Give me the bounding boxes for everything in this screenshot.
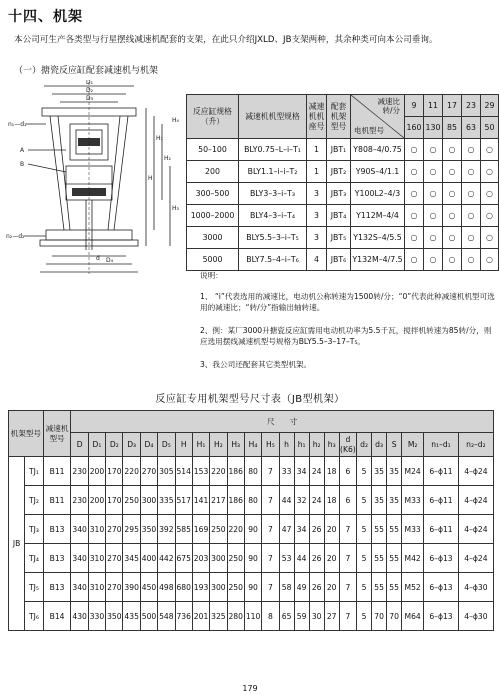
dim-cell: 4–ϕ24 — [458, 515, 493, 544]
dim-cell: 20 — [324, 544, 339, 573]
dim-cell: 169 — [192, 515, 209, 544]
label-d: d — [96, 255, 100, 262]
dim-cell: 680 — [175, 573, 192, 602]
dim-cell: 250 — [210, 515, 227, 544]
dim-cell: 300 — [140, 486, 157, 515]
dim-cell: 7 — [339, 515, 356, 544]
dim-cell: 270 — [106, 573, 123, 602]
dim-cell: 230 — [71, 486, 88, 515]
dim-cell: 310 — [88, 515, 105, 544]
dim-cell: 220 — [210, 457, 227, 486]
dim-cell: 203 — [192, 544, 209, 573]
dim-cell: 5 — [357, 515, 372, 544]
dim-header: n₂–d₂ — [458, 433, 493, 457]
dim-cell: 55 — [372, 544, 387, 573]
dim-cell: 450 — [140, 573, 157, 602]
dim-cell: 310 — [88, 544, 105, 573]
dim-header: D₃ — [123, 433, 140, 457]
spec-frame-code: 3 — [307, 227, 327, 249]
dim-cell: 35 — [372, 457, 387, 486]
spec-capacity: 200 — [187, 161, 239, 183]
dim-cell: 30 — [309, 602, 324, 631]
dim-cell: 153 — [192, 457, 209, 486]
dim-cell: 44 — [279, 486, 294, 515]
dim-cell: 350 — [106, 602, 123, 631]
dim-header: D₄ — [140, 433, 157, 457]
dim-cell: 24 — [309, 457, 324, 486]
dim-cell: M33 — [402, 486, 424, 515]
ratio-mark: ○ — [443, 183, 462, 205]
dim-cell: 186 — [227, 457, 244, 486]
ratio-3: 23 — [462, 95, 481, 117]
spec-row — [187, 249, 499, 271]
dim-cell: 90 — [244, 573, 261, 602]
ratio-mark: ○ — [424, 205, 443, 227]
dim-cell: 345 — [123, 544, 140, 573]
dim-cell: 250 — [227, 544, 244, 573]
spec-bracket: JBT₂ — [327, 161, 351, 183]
dim-cell: 442 — [158, 544, 175, 573]
spec-capacity: 3000 — [187, 227, 239, 249]
speed-2: 85 — [443, 117, 462, 139]
dim-cell: 5 — [357, 457, 372, 486]
ratio-mark: ○ — [424, 227, 443, 249]
table-row — [9, 602, 494, 631]
table-row — [9, 573, 494, 602]
ratio-mark: ○ — [443, 227, 462, 249]
notes-label: 说明： — [200, 271, 223, 280]
spec-bracket: JBT₃ — [327, 183, 351, 205]
dim-cell: 7 — [339, 544, 356, 573]
dim-cell: 340 — [71, 544, 88, 573]
dim-cell: 4–ϕ24 — [458, 457, 493, 486]
reducer-model: B14 — [43, 602, 71, 631]
dim-cell: 4–ϕ24 — [458, 486, 493, 515]
table-row — [9, 515, 494, 544]
dim-cell: 5 — [357, 544, 372, 573]
spec-frame-code: 3 — [307, 205, 327, 227]
dim-cell: 90 — [244, 544, 261, 573]
ratio-mark: ○ — [405, 249, 424, 271]
dim-cell: 53 — [279, 544, 294, 573]
spec-motor: Y100L2–4/3 — [351, 183, 405, 205]
label-d4: D₄ — [106, 257, 114, 264]
spec-capacity: 300–500 — [187, 183, 239, 205]
dim-cell: 27 — [324, 602, 339, 631]
dim-cell: 170 — [106, 486, 123, 515]
dim-header: M₂ — [402, 433, 424, 457]
dim-header: H₂ — [210, 433, 227, 457]
ratio-mark: ○ — [424, 249, 443, 271]
ratio-mark: ○ — [462, 139, 481, 161]
dim-cell: 335 — [158, 486, 175, 515]
dim-cell: 186 — [227, 486, 244, 515]
dim-header: S — [387, 433, 402, 457]
label-d2: D₂ — [86, 87, 94, 94]
dim-cell: 58 — [279, 573, 294, 602]
dim-cell: 7 — [262, 457, 279, 486]
spec-reducer: BLY3–3–i–T₃ — [239, 183, 307, 205]
dim-cell: 585 — [175, 515, 192, 544]
ratio-1: 11 — [424, 95, 443, 117]
table-row — [9, 457, 494, 486]
ratio-mark: ○ — [443, 205, 462, 227]
spec-reducer: BLY1.1–i–i–T₂ — [239, 161, 307, 183]
dim-cell: 47 — [279, 515, 294, 544]
speed-3: 63 — [462, 117, 481, 139]
dim-cell: 90 — [244, 515, 261, 544]
ratio-mark: ○ — [481, 139, 499, 161]
header-capacity: 反应缸规格（升） — [187, 95, 239, 139]
ratio-mark: ○ — [443, 139, 462, 161]
dim-cell: 430 — [71, 602, 88, 631]
dim-cell: 548 — [158, 602, 175, 631]
page-number: 179 — [242, 684, 258, 693]
ratio-mark: ○ — [405, 183, 424, 205]
spec-row — [187, 139, 499, 161]
dim-cell: 250 — [123, 486, 140, 515]
ratio-mark: ○ — [405, 139, 424, 161]
label-h1: H₁ — [156, 135, 163, 142]
dim-cell: 270 — [140, 457, 157, 486]
sub-section-title: （一）搪瓷反应缸配套减速机与机架 — [14, 66, 159, 76]
dim-cell: 5 — [357, 602, 372, 631]
frame-model: TJ₆ — [25, 602, 44, 631]
ratio-mark: ○ — [405, 205, 424, 227]
header-motor: 电机型号 — [354, 126, 384, 135]
dim-cell: 193 — [192, 573, 209, 602]
spec-motor: Y90S–4/1.1 — [351, 161, 405, 183]
dim-cell: 7 — [339, 602, 356, 631]
ratio-mark: ○ — [462, 227, 481, 249]
header-ratio: 减速比 — [377, 97, 400, 106]
dim-cell: 498 — [158, 573, 175, 602]
dim-cell: 435 — [123, 602, 140, 631]
dim-cell: 300 — [210, 573, 227, 602]
label-h4: H₄ — [172, 117, 179, 124]
dim-cell: 390 — [123, 573, 140, 602]
label-n1d1: n₁—d₁ — [8, 121, 27, 128]
spec-frame-code: 4 — [307, 249, 327, 271]
dim-header: D₂ — [106, 433, 123, 457]
dim-cell: 736 — [175, 602, 192, 631]
dim-cell: 35 — [387, 457, 402, 486]
dim-cell: 35 — [387, 486, 402, 515]
dim-cell: 400 — [140, 544, 157, 573]
ratio-mark: ○ — [462, 249, 481, 271]
ratio-mark: ○ — [424, 139, 443, 161]
dim-cell: 270 — [106, 544, 123, 573]
dimension-table-body — [9, 457, 494, 631]
dim-header: d₂ — [357, 433, 372, 457]
spec-capacity: 1000–2000 — [187, 205, 239, 227]
dim-cell: 392 — [158, 515, 175, 544]
spec-bracket: JBT₆ — [327, 249, 351, 271]
dim-cell: 4–ϕ24 — [458, 544, 493, 573]
dim-cell: 7 — [262, 515, 279, 544]
dim-cell: 35 — [372, 486, 387, 515]
spec-frame-code: 1 — [307, 161, 327, 183]
ratio-0: 9 — [405, 95, 424, 117]
header-dimensions: 尺 寸 — [71, 411, 494, 433]
frame-model: TJ₄ — [25, 544, 44, 573]
spec-frame-code: 1 — [307, 139, 327, 161]
dim-header: H₅ — [262, 433, 279, 457]
dim-cell: 141 — [192, 486, 209, 515]
dim-cell: 220 — [227, 515, 244, 544]
dim-cell: 200 — [88, 486, 105, 515]
spec-motor: Y132M–4/7.5 — [351, 249, 405, 271]
dim-cell: 32 — [294, 486, 309, 515]
dim-cell: 33 — [279, 457, 294, 486]
speed-4: 50 — [481, 117, 499, 139]
dim-cell: 34 — [294, 515, 309, 544]
dim-cell: M24 — [402, 457, 424, 486]
spec-motor: Y112M–4/4 — [351, 205, 405, 227]
ratio-mark: ○ — [462, 183, 481, 205]
dim-cell: 350 — [140, 515, 157, 544]
dim-header: D — [71, 433, 88, 457]
dim-cell: 49 — [294, 573, 309, 602]
dim-cell: 6–ϕ11 — [424, 457, 459, 486]
dim-cell: 26 — [309, 573, 324, 602]
dim-cell: 55 — [387, 544, 402, 573]
dim-cell: 18 — [324, 457, 339, 486]
dim-cell: 340 — [71, 573, 88, 602]
dim-cell: 26 — [309, 515, 324, 544]
dim-header: h — [279, 433, 294, 457]
dim-cell: 34 — [294, 457, 309, 486]
dim-header: D₅ — [158, 433, 175, 457]
dim-cell: 26 — [309, 544, 324, 573]
header-frame-model: 机架型号 — [9, 411, 44, 457]
section-title: 十四、机架 — [8, 9, 83, 25]
dim-cell: 325 — [210, 602, 227, 631]
dim-cell: 110 — [244, 602, 261, 631]
header-speed: 转/分 — [382, 106, 400, 115]
dim-header: H₄ — [244, 433, 261, 457]
dim-cell: 500 — [140, 602, 157, 631]
label-b: B — [20, 161, 25, 168]
note-item: 1、 “i”代表选用的减速比，电动机公称转速为1500转/分；“0”代表此种减速机机型可选用的减速比；“转/分”指输出轴转速。 — [200, 292, 495, 312]
frame-drawing — [6, 80, 186, 276]
dim-cell: 220 — [123, 457, 140, 486]
spec-capacity: 50–100 — [187, 139, 239, 161]
dim-cell: 55 — [387, 515, 402, 544]
dim-cell: 55 — [372, 515, 387, 544]
ratio-2: 17 — [443, 95, 462, 117]
dim-cell: M64 — [402, 602, 424, 631]
dim-cell: 7 — [262, 573, 279, 602]
header-reducer: 减速机机型规格 — [239, 95, 307, 139]
dim-cell: 55 — [372, 573, 387, 602]
dim-cell: 517 — [175, 486, 192, 515]
header-frame-code: 减速机机座号 — [307, 95, 327, 139]
dim-cell: 24 — [309, 486, 324, 515]
ratio-mark: ○ — [481, 249, 499, 271]
dim-cell: 4–ϕ30 — [458, 602, 493, 631]
dimension-table — [8, 410, 494, 631]
dim-cell: 310 — [88, 573, 105, 602]
dim-header: h₁ — [294, 433, 309, 457]
spec-row — [187, 205, 499, 227]
dim-cell: 80 — [244, 457, 261, 486]
dim-cell: 300 — [210, 544, 227, 573]
dim-cell: 20 — [324, 573, 339, 602]
dim-cell: 20 — [324, 515, 339, 544]
dim-cell: 6–ϕ11 — [424, 515, 459, 544]
dim-cell: 18 — [324, 486, 339, 515]
spec-reducer: BLY5.5–3–i–T₅ — [239, 227, 307, 249]
spec-reducer: BLY7.5–4–i–T₆ — [239, 249, 307, 271]
spec-bracket: JBT₁ — [327, 139, 351, 161]
ratio-mark: ○ — [481, 205, 499, 227]
dim-cell: 6–ϕ13 — [424, 544, 459, 573]
label-d3: D₃ — [86, 95, 94, 102]
label-d1: D₁ — [86, 80, 94, 86]
dim-cell: 7 — [262, 486, 279, 515]
dim-cell: 280 — [227, 602, 244, 631]
label-h2: H₂ — [164, 155, 171, 162]
frame-model: TJ₅ — [25, 573, 44, 602]
dim-cell: M52 — [402, 573, 424, 602]
ratio-mark: ○ — [462, 161, 481, 183]
dim-cell: 70 — [372, 602, 387, 631]
dim-header: H — [175, 433, 192, 457]
frame-drawing-svg — [6, 80, 186, 276]
intro-paragraph: 本公司可生产各类型与行星摆线减速机配套的支架，在此只介绍JXLD、JB支架两种，其余种类可向本公司垂询。 — [14, 35, 438, 45]
ratio-mark: ○ — [481, 161, 499, 183]
spec-motor: Y808–4/0.75 — [351, 139, 405, 161]
dim-cell: 6 — [339, 486, 356, 515]
ratio-mark: ○ — [405, 227, 424, 249]
spec-reducer: BLY0.75–L–i–T₁ — [239, 139, 307, 161]
dim-header: h₃ — [324, 433, 339, 457]
spec-row — [187, 161, 499, 183]
notes — [200, 270, 498, 382]
dim-cell: M33 — [402, 515, 424, 544]
dim-cell: 305 — [158, 457, 175, 486]
dim-cell: M42 — [402, 544, 424, 573]
spec-reducer: BLY4–3–i–T₄ — [239, 205, 307, 227]
dim-header: D₁ — [88, 433, 105, 457]
dim-cell: 8 — [262, 602, 279, 631]
dim-cell: 295 — [123, 515, 140, 544]
dim-cell: 230 — [71, 457, 88, 486]
spec-bracket: JBT₄ — [327, 205, 351, 227]
frame-model: TJ₂ — [25, 486, 44, 515]
dim-cell: 65 — [279, 602, 294, 631]
frame-model: TJ₃ — [25, 515, 44, 544]
dim-header: H₃ — [227, 433, 244, 457]
spec-motor: Y132S–4/5.5 — [351, 227, 405, 249]
table-row — [9, 544, 494, 573]
spec-row — [187, 183, 499, 205]
ratio-mark: ○ — [443, 161, 462, 183]
dim-cell: 70 — [387, 602, 402, 631]
dim-header: H₁ — [192, 433, 209, 457]
speed-0: 160 — [405, 117, 424, 139]
dim-cell: 250 — [227, 573, 244, 602]
dim-cell: 330 — [88, 602, 105, 631]
spec-row — [187, 227, 499, 249]
header-reducer-model: 减速机型号 — [43, 411, 71, 457]
dim-cell: 270 — [106, 515, 123, 544]
header-bracket: 配套机架型号 — [327, 95, 351, 139]
speed-1: 130 — [424, 117, 443, 139]
dimension-table-title: 反应缸专用机架型号尺寸表（JB型机架） — [155, 394, 345, 405]
reducer-model: B13 — [43, 573, 71, 602]
dim-cell: 59 — [294, 602, 309, 631]
dim-cell: 6 — [339, 457, 356, 486]
spec-frame-code: 3 — [307, 183, 327, 205]
ratio-mark: ○ — [424, 183, 443, 205]
frame-model: TJ₁ — [25, 457, 44, 486]
dim-cell: 170 — [106, 457, 123, 486]
ratio-mark: ○ — [405, 161, 424, 183]
dim-cell: 514 — [175, 457, 192, 486]
dim-cell: 80 — [244, 486, 261, 515]
label-n2d2: n₂—d₂ — [6, 233, 25, 240]
dim-header: h₂ — [309, 433, 324, 457]
spec-table-body — [187, 139, 499, 271]
ratio-mark: ○ — [481, 227, 499, 249]
label-h3: H₃ — [172, 205, 179, 212]
dim-cell: 6–ϕ13 — [424, 602, 459, 631]
dim-header: d (K6) — [339, 433, 356, 457]
ratio-mark: ○ — [462, 205, 481, 227]
reducer-model: B11 — [43, 457, 71, 486]
header-ratio-speed-motor — [351, 95, 405, 139]
dim-cell: 201 — [192, 602, 209, 631]
label-h: H — [148, 175, 153, 182]
dim-cell: 200 — [88, 457, 105, 486]
dim-cell: 7 — [339, 573, 356, 602]
dim-header: d₃ — [372, 433, 387, 457]
ratio-4: 29 — [481, 95, 499, 117]
spec-bracket: JBT₅ — [327, 227, 351, 249]
dim-cell: 7 — [262, 544, 279, 573]
dim-cell: 340 — [71, 515, 88, 544]
dim-cell: 5 — [357, 486, 372, 515]
ratio-mark: ○ — [481, 183, 499, 205]
ratio-mark: ○ — [424, 161, 443, 183]
note-item: 2、例：某厂3000升搪瓷反应缸需用电动机功率为5.5千瓦，搅拌机转速为85转/分，则应选用摆线减速机型号规格为BLY5.5–3–17–T₅。 — [200, 326, 492, 346]
ratio-mark: ○ — [443, 249, 462, 271]
dim-cell: 6–ϕ13 — [424, 573, 459, 602]
reducer-model: B13 — [43, 515, 71, 544]
spec-capacity: 5000 — [187, 249, 239, 271]
dim-cell: 6–ϕ11 — [424, 486, 459, 515]
note-item: 3、我公司还配套其它类型机架。 — [200, 360, 312, 369]
table-row — [9, 486, 494, 515]
dim-cell: 55 — [387, 573, 402, 602]
dim-cell: 44 — [294, 544, 309, 573]
reducer-spec-table — [186, 94, 499, 271]
dim-cell: 217 — [210, 486, 227, 515]
dim-header: n₁–d₁ — [424, 433, 459, 457]
label-a: A — [20, 147, 25, 154]
dim-cell: 5 — [357, 573, 372, 602]
reducer-model: B13 — [43, 544, 71, 573]
dim-cell: 675 — [175, 544, 192, 573]
reducer-model: B11 — [43, 486, 71, 515]
dim-cell: 4–ϕ30 — [458, 573, 493, 602]
frame-group: JB — [9, 457, 25, 631]
